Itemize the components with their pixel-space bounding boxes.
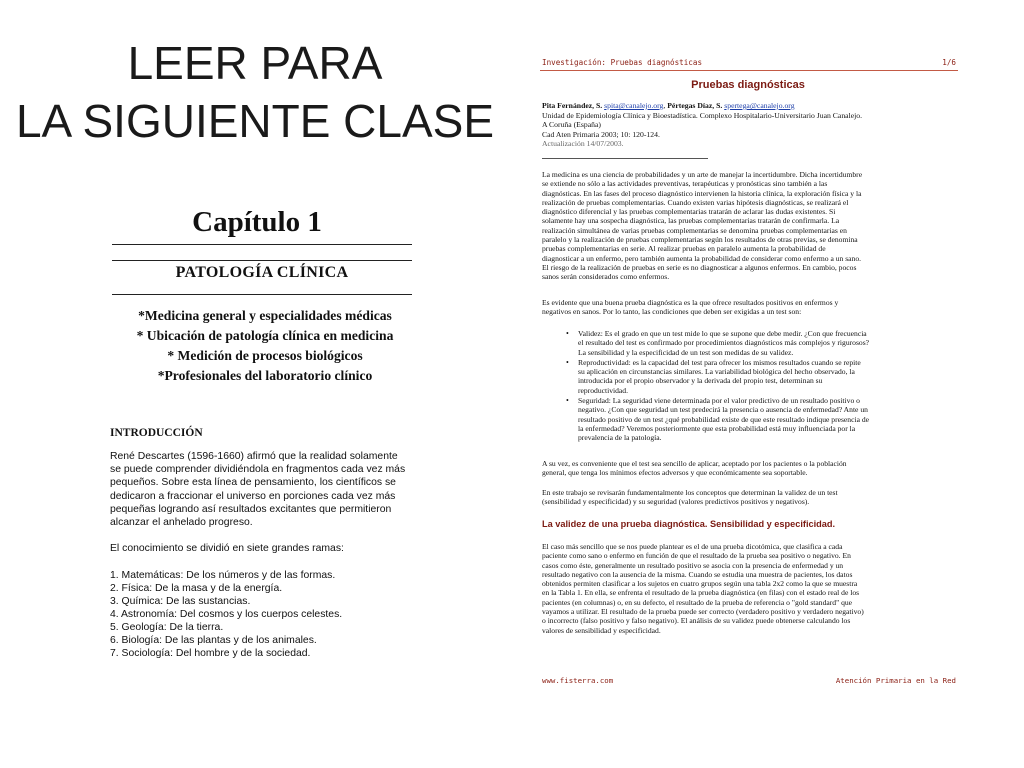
text-line: en la Tabla 1. En ella, se enfrenta el resultado de la prueba diagnóstica (en filas) con el estado real de los — [542, 588, 860, 598]
text-line: Es evidente que una buena prueba diagnóstica es la que ofrece resultados positivos en enfermos y — [542, 298, 839, 307]
section-subheading: La validez de una prueba diagnóstica. Sensibilidad y especificidad. — [542, 519, 836, 529]
list-item — [566, 329, 958, 357]
text-line: introducida por el propio observador y la derivada del propio test, determinan su — [578, 376, 823, 386]
text-line: realización simultánea de varias pruebas complementarias se denomina pruebas complementarias en — [542, 225, 847, 235]
slide-title — [0, 34, 510, 150]
text-line: se puede comprender dividiéndola en fragmentos cada vez más — [110, 464, 406, 476]
text-line: vayamos a utilizar. El resultado de la prueba puede ser correcto (verdadero positivo y verdadero negativo) — [542, 607, 864, 617]
author-name: Pita Fernández, S. — [542, 101, 603, 110]
divider — [112, 294, 412, 295]
text-line: diagnosticar a un enfermo, pero también aumenta la probabilidad de considerar como enfermo a un sano. — [542, 253, 862, 263]
text-line: Validez: Es el grado en que un test mide lo que se supone que debe medir. ¿Con que frecuencia — [578, 329, 867, 338]
intro-paragraph — [110, 450, 416, 529]
text-line: A su vez, es conveniente que el test sea sencillo de aplicar, aceptado por los pacientes o la población — [542, 459, 847, 468]
header-divider — [540, 70, 958, 71]
page-number: 1/6 — [942, 58, 956, 67]
text-line: valores de sensibilidad y especificidad. — [542, 625, 661, 635]
text-line: negativos en sanos. Por lo tanto, las condiciones que deben ser exigidas a un test son: — [542, 307, 802, 317]
text-line: su aplicación en circunstancias similares. La variabilidad biológica del hecho observado, la — [578, 367, 855, 377]
paragraph — [542, 542, 958, 635]
text-line: alcanzar el anhelado progreso. — [110, 517, 253, 529]
list-item: 2. Física: De la masa y de la energía. — [110, 583, 283, 594]
criteria-list — [566, 329, 958, 444]
slide-title-line-1: LEER PARA — [127, 37, 383, 89]
chapter-heading: Capítulo 1 — [192, 206, 322, 238]
slide-title-line-2: LA SIGUIENTE CLASE — [15, 95, 495, 147]
text-line: El caso más sencillo que se nos puede plantear es el de una prueba dicotómica, que clasifica a cada — [542, 542, 843, 551]
text-line: En este trabajo se revisarán fundamentalmente los conceptos que determinan la validez de un test — [542, 488, 838, 497]
list-item: 1. Matemáticas: De los números y de las formas. — [110, 570, 336, 581]
text-line: La sensibilidad y la especificidad de un test son medidas de su validez. — [578, 347, 794, 357]
paragraph — [542, 488, 958, 507]
paragraph — [542, 459, 958, 478]
update-date: Actualización 14/07/2003. — [542, 139, 624, 149]
text-line: René Descartes (1596-1660) afirmó que la realidad solamente — [110, 451, 398, 462]
text-line: dedicaron a fraccionar el universo en porciones cada vez más — [110, 490, 396, 502]
author-email-link[interactable]: spita@canalejo.org — [604, 101, 664, 110]
topics-list — [110, 306, 420, 386]
text-line: pequeños. Sobre esta línea de pensamiento, los científicos se — [110, 477, 396, 489]
text-line: negativo. ¿Con que seguridad un test predecirá la presencia o ausencia de enfermedad? Ante un — [578, 405, 868, 415]
list-item: 6. Biología: De las plantas y de los animales. — [110, 635, 317, 646]
list-item: 3. Química: De las sustancias. — [110, 596, 251, 607]
text-line: paralelo y la realización de pruebas complementarias según los resultados de otras previas, se denomina — [542, 235, 858, 245]
text-line: pequeñas logrando así resultados excitantes que permitieron — [110, 503, 392, 515]
intro-heading: INTRODUCCIÓN — [110, 427, 203, 439]
text-line: diagnósticas. En las fases del proceso diagnóstico intervienen la historia clínica, la exploración física y la — [542, 188, 862, 198]
footer-site-link[interactable]: www.fisterra.com — [542, 676, 614, 685]
text-line: o incorrecto (falso positivo y falso negativo). El análisis de su validez puede obtenerse calculando los — [542, 616, 851, 626]
text-line: Reproductividad: es la capacidad del test para ofrecer los mismos resultados cuando se repite — [578, 357, 861, 367]
text-line: La medicina es una ciencia de probabilidades y un arte de manejar la incertidumbre. Dicha incertidumbre — [542, 170, 863, 179]
text-line: prevalencia de la patología. — [578, 433, 662, 443]
text-line: pruebas complementarias en serie. Al realizar pruebas en paralelo aumenta la probabilidad de — [542, 244, 826, 254]
text-line: resultado positivo de un test ¿qué probabilidad existe de que este resultado indique presencia de — [578, 414, 870, 424]
author-name: Pértegas Díaz, S. — [667, 101, 723, 110]
location: A Coruña (España) — [542, 120, 601, 130]
text-line: realización de pruebas complementarias. Cuando existen varias hipótesis diagnósticas, se realizará el — [542, 197, 849, 207]
divider — [112, 244, 412, 245]
text-line: El riesgo de la realización de pruebas en serie es no diagnosticar a algunos enfermos. En cambio, pocos — [542, 262, 857, 272]
paragraph — [542, 298, 958, 317]
citation: Cad Aten Primaria 2003; 10: 120-124. — [542, 129, 660, 139]
article-page-image — [536, 52, 960, 692]
branches-intro: El conocimiento se dividió en siete grandes ramas: — [110, 543, 344, 554]
text-line: pacientes (en columnas) o, en su defecto, el resultado de la prueba de referencia o "gold standard" que — [542, 597, 853, 607]
topic-item: *Profesionales del laboratorio clínico — [157, 368, 373, 383]
bullet-icon: • — [566, 396, 569, 406]
text-line: resultado negativo con la ausencia de la misma. Cuando se estudia una muestra de pacientes, los datos — [542, 569, 853, 579]
list-item — [566, 358, 958, 395]
list-item: 5. Geología: De la tierra. — [110, 622, 224, 633]
author-block: Pita Fernández, S. spita@canalejo.org, Pértegas Díaz, S. spertega@canalejo.org Unidad de Epidemiología Clínica y Bioestadística. Complexo Hospitalario-Universitario Juan Canalejo. A Coruña (España) Cad Aten Primaria 2003; 10: 120-124. Actualización 14/07/2003. — [542, 101, 960, 149]
topic-item: * Ubicación de patología clínica en medicina — [136, 328, 394, 343]
text-line: reproductividad. — [578, 385, 628, 395]
text-line: general, que tenga los mínimos efectos adversos y que económicamente sea soportable. — [542, 468, 808, 478]
text-line: la enfermedad? Veremos posteriormente que esta probabilidad está muy influenciada por la — [578, 423, 856, 433]
text-line: Seguridad: La seguridad viene determinada por el valor predictivo de un resultado positivo o — [578, 396, 860, 406]
text-line: el resultado del test es confirmado por procedimientos diagnósticos más complejos y rigurosos? — [578, 338, 870, 348]
list-item: 7. Sociología: Del hombre y de la sociedad. — [110, 648, 311, 659]
section-heading: PATOLOGÍA CLÍNICA — [175, 264, 349, 281]
text-line: (sensibilidad y especificidad) y su seguridad (valores predictivos positivos y negativos). — [542, 497, 810, 507]
text-line: se extiende no sólo a las actividades preventivas, terapéuticas y pronósticas sino también a las — [542, 179, 828, 189]
divider — [542, 158, 708, 159]
bullet-icon: • — [566, 329, 569, 338]
page-header-left: Investigación: Pruebas diagnósticas — [542, 58, 703, 67]
footer-label: Atención Primaria en la Red — [835, 676, 956, 685]
paragraph — [542, 170, 958, 282]
text-line: diagnóstico diferencial y las pruebas complementarias tratarán de aclarar las dudas existentes. Si — [542, 207, 836, 217]
branches-list — [110, 569, 342, 660]
text-line: obtenidos permiten clasificar a los sujetos en cuatro grupos según una tabla 2x2 como la que se muestra — [542, 579, 858, 589]
topic-item: * Medición de procesos biológicos — [167, 348, 363, 363]
affiliation: Unidad de Epidemiología Clínica y Bioestadística. Complexo Hospitalario-Universitario Juan Canalejo. — [542, 110, 863, 120]
topic-item: *Medicina general y especialidades médicas — [138, 308, 392, 323]
list-item: 4. Astronomía: Del cosmos y los cuerpos celestes. — [110, 609, 343, 620]
text-line: paciente como sano o enfermo en función de que el resultado de la prueba sea positivo o negativo. En — [542, 551, 851, 561]
text-line: solamente hay una sospecha diagnóstica, las pruebas complementarias tratarán de confirmarla. La — [542, 216, 840, 226]
article-title: Pruebas diagnósticas — [691, 79, 805, 91]
bullet-icon: • — [566, 357, 569, 367]
chapter-page-image — [104, 200, 424, 680]
list-item — [566, 396, 958, 442]
text-line: casos como éste, generalmente un resultado positivo se asocia con la presencia de enfermedad y un — [542, 560, 844, 570]
divider — [112, 260, 412, 261]
author-email-link[interactable]: spertega@canalejo.org — [724, 101, 795, 110]
text-line: sanos serán considerados como enfermos. — [542, 272, 670, 282]
